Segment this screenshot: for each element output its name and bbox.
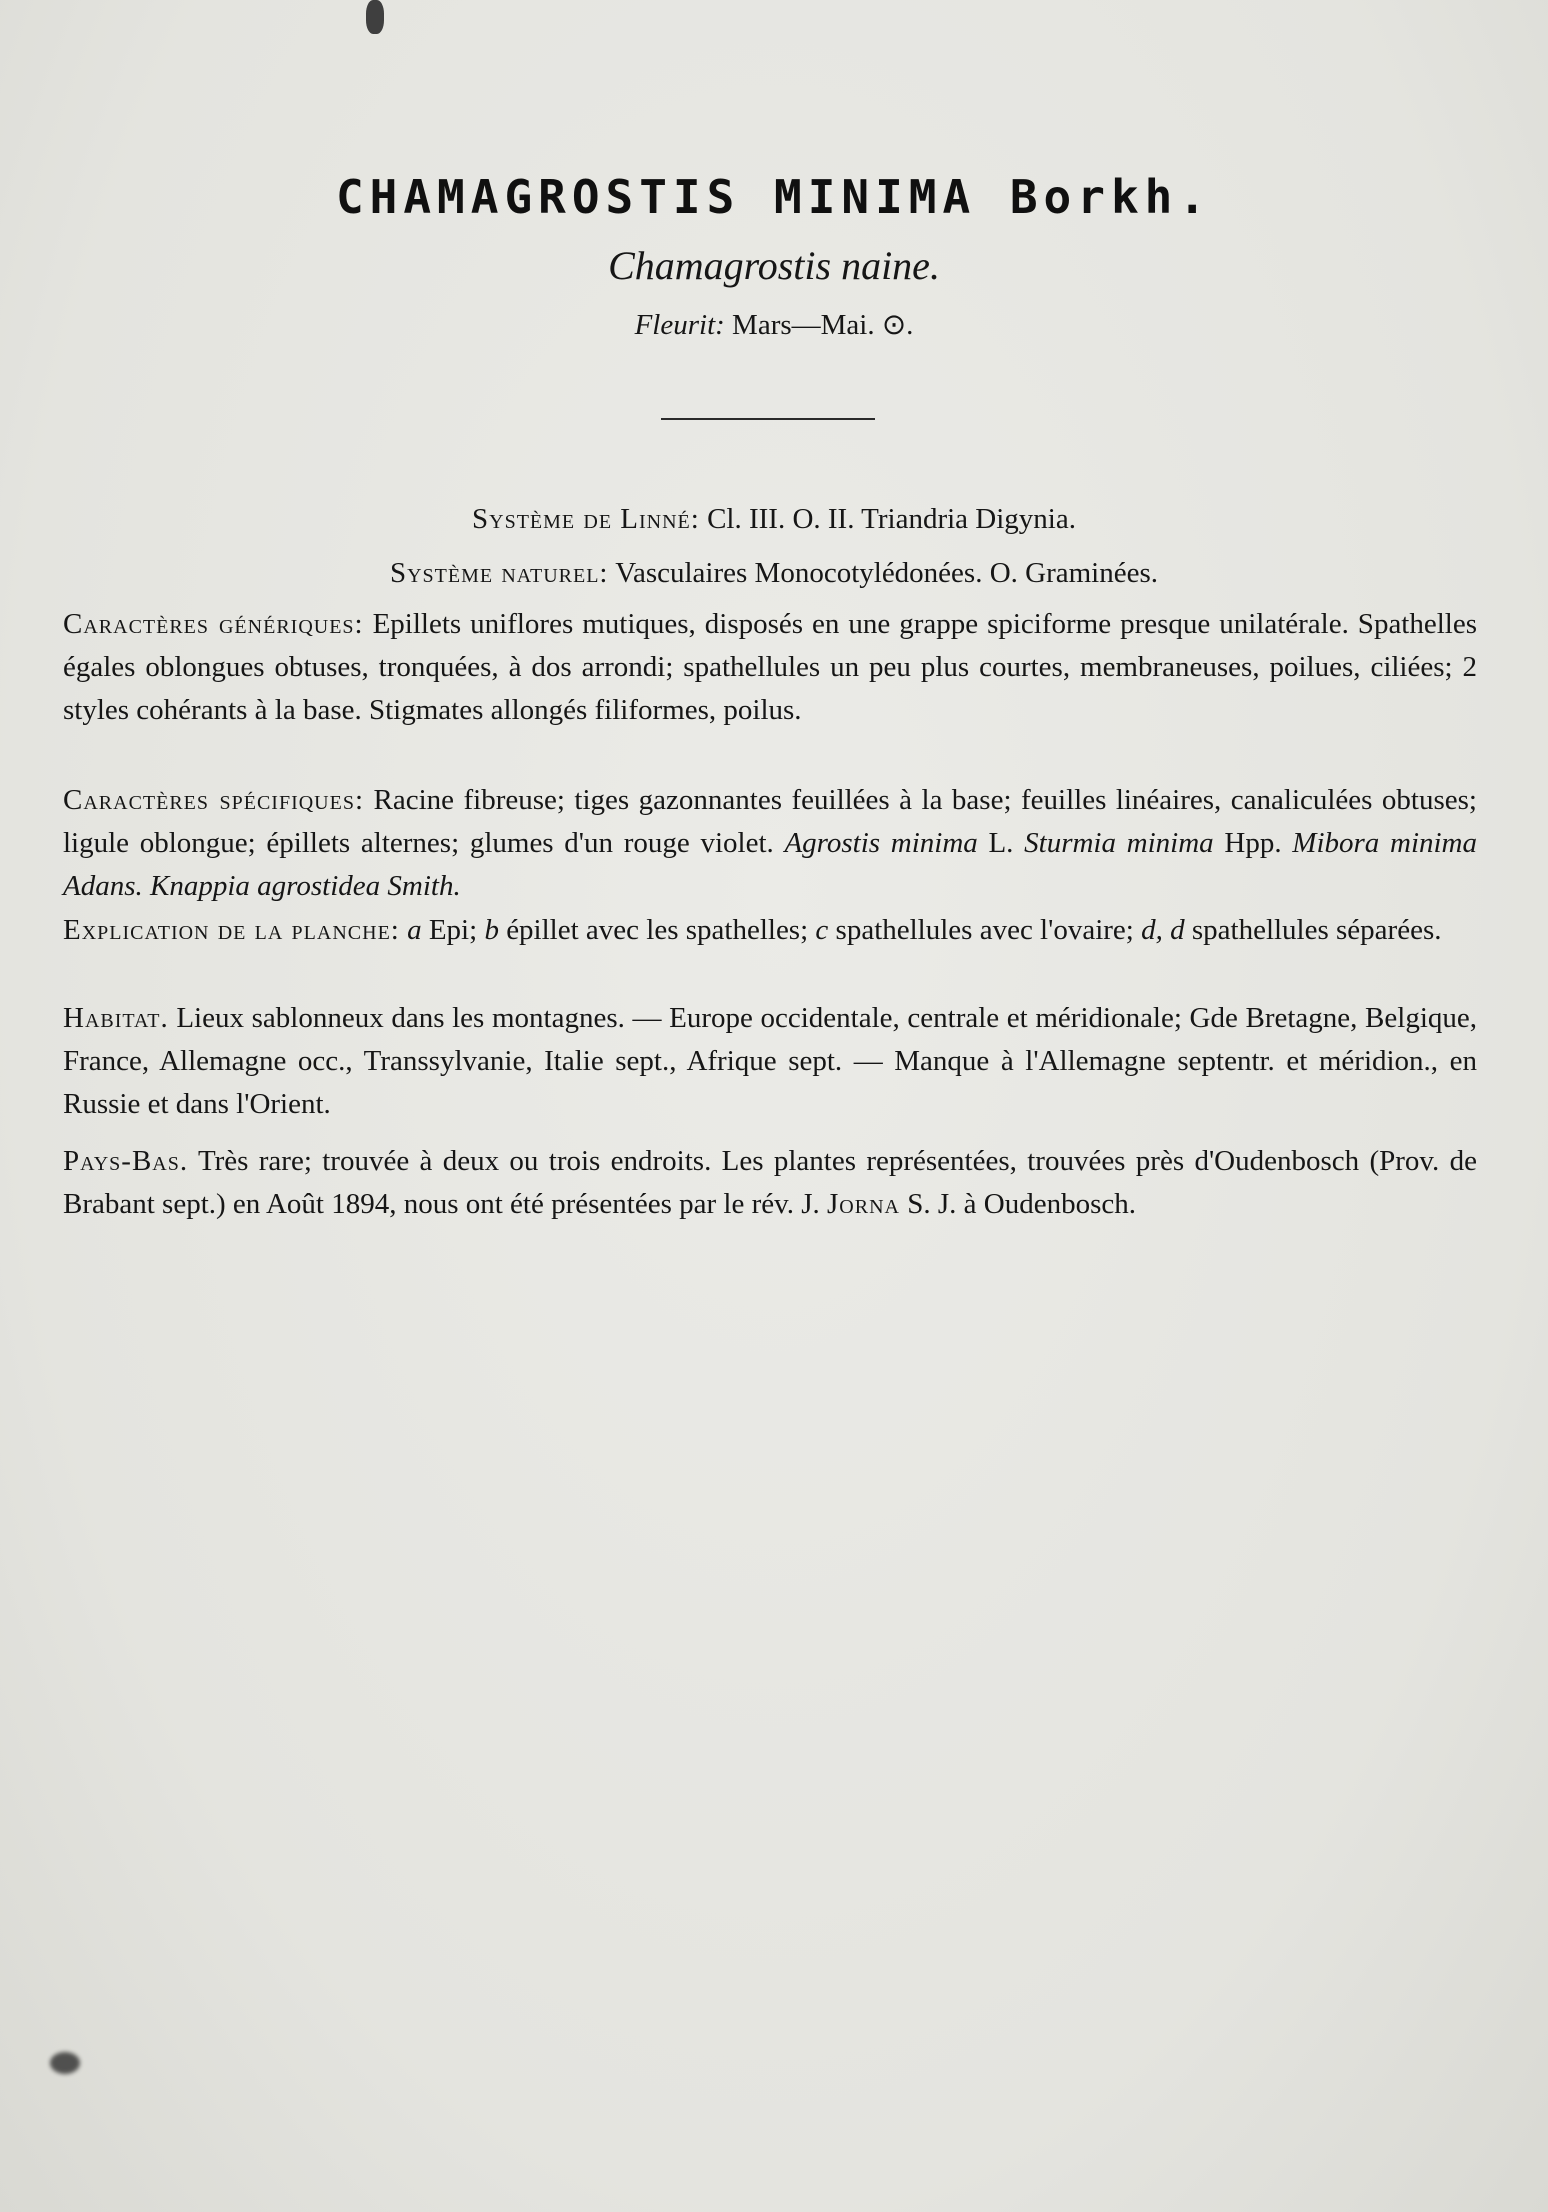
section-text: Très rare; trouvée à deux ou trois endroits. Les plantes représentées, trouvées près d'Oudenbosch (Prov. de Brabant sept.) en Août 1894, nous ont été présentées par le rév. J. xyxy=(63,1145,1477,1220)
pays-bas xyxy=(63,1140,1477,1226)
habitat xyxy=(63,997,1477,1126)
figure-letter: a xyxy=(407,914,422,946)
figure-letter: c xyxy=(815,914,829,946)
section-heading: Caractères génériques: xyxy=(63,608,364,640)
figure-text: spathellules avec l'ovaire; xyxy=(835,914,1134,946)
naturel-value: Vasculaires Monocotylédonées. O. Graminées. xyxy=(615,557,1159,589)
section-heading: Caractères spécifiques: xyxy=(63,784,365,816)
natural-system xyxy=(0,557,1548,590)
synonym: Agrostis minima xyxy=(784,827,978,859)
flowering-label: Fleurit: xyxy=(634,309,725,341)
ink-blot xyxy=(366,0,384,34)
synonym-author: L. xyxy=(988,827,1014,859)
linne-value: Cl. III. O. II. Triandria Digynia. xyxy=(707,503,1076,535)
section-text-end: S. J. à Oudenbosch. xyxy=(907,1188,1136,1220)
linne-label: Système de Linné: xyxy=(472,503,700,535)
plate-explanation xyxy=(63,909,1477,952)
flowering-period xyxy=(0,307,1548,342)
flowering-value: Mars—Mai. ⊙. xyxy=(732,309,914,341)
naturel-label: Système naturel: xyxy=(389,557,609,589)
common-name: Chamagrostis naine. xyxy=(608,243,940,288)
generic-characters xyxy=(63,603,1477,732)
section-text: Epillets uniflores mutiques, disposés en une grappe spiciforme presque unilatérale. Spathelles égales oblongues obtuses, tronquées, à dos arrondi; spathellules un peu plus courtes, membraneuses, poilues, ciliées; 2 styles cohérants à la base. Stigmates allongés filiformes, poilus. xyxy=(63,608,1478,726)
linne-system xyxy=(0,503,1548,536)
collector-name: Jorna xyxy=(827,1188,900,1220)
section-text: Lieux sablonneux dans les montagnes. — Europe occidentale, centrale et méridionale; Gde Bretagne, Belgique, France, Allemagne occ., Transsylvanie, Italie sept., Afrique sept. — Manque à l'Allemagne septentr. et méridion., en Russie et dans l'Orient. xyxy=(63,1002,1478,1120)
figure-text: spathellules séparées. xyxy=(1191,914,1442,946)
title-divider xyxy=(661,418,875,420)
species-title: CHAMAGROSTIS MINIMA Borkh. xyxy=(335,170,1213,224)
section-heading: Pays-Bas. xyxy=(63,1145,189,1177)
section-heading: Explication de la planche: xyxy=(63,914,400,946)
section-heading: Habitat. xyxy=(63,1002,169,1034)
synonym-author: Hpp. xyxy=(1224,827,1282,859)
figure-text: épillet avec les spathelles; xyxy=(506,914,809,946)
specific-characters xyxy=(63,779,1477,908)
figure-text: Epi; xyxy=(428,914,478,946)
section-text: Racine fibreuse; tiges gazonnantes feuillées à la base; feuilles linéaires, canaliculées obtuses; ligule oblongue; épillets alternes; glumes d'un rouge violet. xyxy=(63,784,1477,859)
synonym: Mibora minima Adans. Knappia agrostidea Smith. xyxy=(63,827,1477,902)
figure-letter: d, d xyxy=(1141,914,1185,946)
ink-blot xyxy=(50,2052,80,2074)
synonym: Sturmia minima xyxy=(1024,827,1214,859)
figure-letter: b xyxy=(484,914,499,946)
